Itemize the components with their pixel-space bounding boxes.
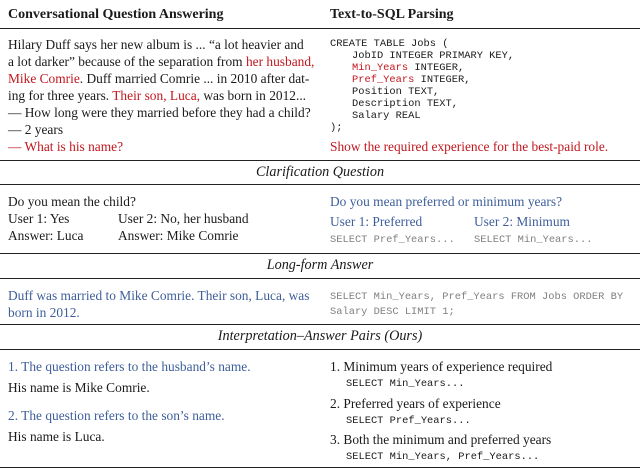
- longform-sql-1: SELECT Min_Years, Pref_Years FROM Jobs ORDER BY: [330, 291, 624, 303]
- longform-line-2: born in 2012.: [8, 305, 80, 320]
- sql-line-5: Position TEXT,: [352, 86, 440, 98]
- dialog-question-2: — What is his name?: [8, 139, 124, 154]
- clarify-right-question: Do you mean preferred or minimum years?: [330, 194, 563, 209]
- cqa-header: Conversational Question Answering: [8, 7, 224, 22]
- header-rule: [0, 28, 640, 29]
- clarify-right-sql1: SELECT Pref_Years...: [330, 234, 455, 246]
- highlight-husband: her husband,: [245, 54, 315, 69]
- pair-right-sql-2: SELECT Pref_Years...: [346, 415, 471, 427]
- clarify-left-answer2: Answer: Mike Comrie: [118, 228, 239, 243]
- pair-left-answer-2: His name is Luca.: [8, 429, 105, 444]
- sql-line-8: );: [330, 122, 343, 134]
- clarify-right-user2: User 2: Minimum: [474, 214, 570, 229]
- section-rule-5: [0, 324, 640, 325]
- pair-right-interpretation-3: 3. Both the minimum and preferred years: [330, 432, 552, 447]
- longform-line-1: Duff was married to Mike Comrie. Their son, Luca, was: [8, 288, 310, 303]
- highlight-son-luca: Their son, Luca,: [112, 88, 201, 103]
- clarify-left-user2: User 2: No, her husband: [118, 211, 249, 226]
- pair-right-sql-3: SELECT Min_Years, Pref_Years...: [346, 451, 540, 463]
- pair-right-interpretation-1: 1. Minimum years of experience required: [330, 359, 553, 374]
- pair-right-sql-1: SELECT Min_Years...: [346, 378, 465, 390]
- highlight-pref-years: Pref_Years: [352, 74, 415, 86]
- passage-line-3: Mike Comrie. Duff married Comrie ... in 2010 after dat-: [8, 71, 310, 86]
- pair-left-interpretation-1: 1. The question refers to the husband’s name.: [8, 359, 251, 374]
- bottom-rule: [0, 467, 640, 468]
- section-rule-6: [0, 349, 640, 350]
- clarify-left-question: Do you mean the child?: [8, 194, 136, 209]
- pair-right-interpretation-2: 2. Preferred years of experience: [330, 396, 501, 411]
- sql-line-6: Description TEXT,: [352, 98, 459, 110]
- pair-left-interpretation-2: 2. The question refers to the son’s name.: [8, 408, 225, 423]
- section-title-longform: Long-form Answer: [266, 257, 374, 273]
- clarify-left-user1: User 1: Yes: [8, 211, 70, 226]
- clarify-right-sql2: SELECT Min_Years...: [474, 234, 593, 246]
- clarify-left-answer1: Answer: Luca: [8, 228, 84, 243]
- section-title-pairs: Interpretation–Answer Pairs (Ours): [217, 328, 423, 344]
- section-rule-3: [0, 253, 640, 254]
- pair-left-answer-1: His name is Mike Comrie.: [8, 380, 150, 395]
- sql-line-4: Pref_Years INTEGER,: [352, 74, 471, 86]
- section-title-clarification: Clarification Question: [255, 164, 385, 180]
- sql-line-2: JobID INTEGER PRIMARY KEY,: [352, 50, 515, 62]
- dialog-answer-1: — 2 years: [8, 122, 64, 137]
- highlight-mike-comrie: Mike Comrie: [8, 71, 80, 86]
- highlight-min-years: Min_Years: [352, 62, 409, 74]
- passage-line-1: Hilary Duff says her new album is ... “a lot heavier and: [8, 37, 304, 52]
- sql-header: Text-to-SQL Parsing: [330, 7, 454, 22]
- section-rule-4: [0, 278, 640, 279]
- sql-line-3: Min_Years INTEGER,: [352, 62, 465, 74]
- sql-line-1: CREATE TABLE Jobs (: [330, 38, 449, 50]
- passage-line-4: ing for three years. Their son, Luca, was born in 2012...: [8, 88, 307, 103]
- section-rule-1: [0, 160, 640, 161]
- sql-line-7: Salary REAL: [352, 110, 421, 122]
- sql-question: Show the required experience for the best-paid role.: [330, 139, 609, 154]
- clarify-right-user1: User 1: Preferred: [330, 214, 423, 229]
- longform-sql-2: Salary DESC LIMIT 1;: [330, 306, 455, 318]
- section-rule-2: [0, 184, 640, 185]
- dialog-question-1: — How long were they married before they had a child?: [8, 105, 311, 120]
- passage-line-2: a lot darker” because of the separation from her husband,: [8, 54, 315, 69]
